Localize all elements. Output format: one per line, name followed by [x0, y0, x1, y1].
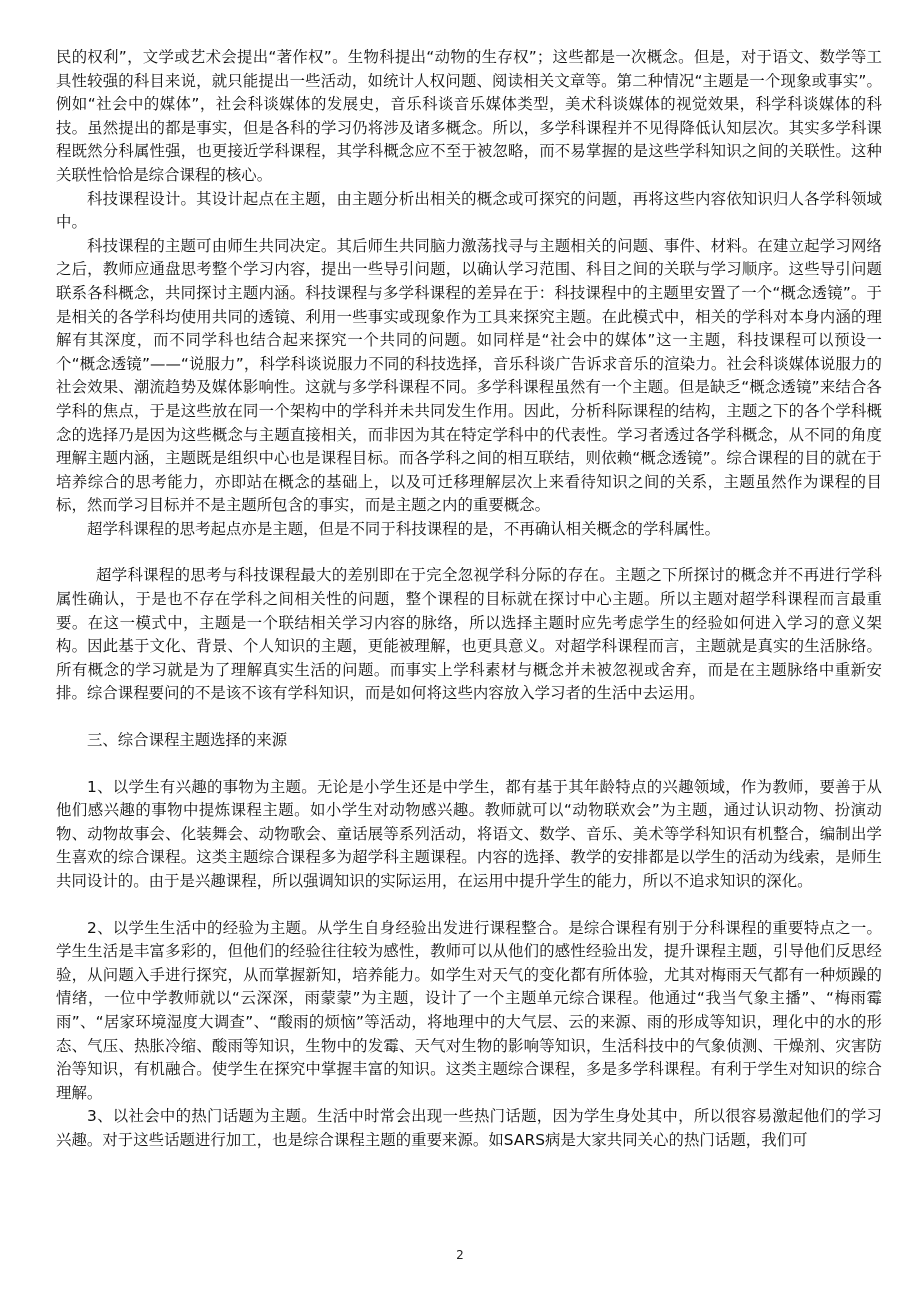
paragraph-spacer [56, 894, 882, 917]
page-number: 2 [456, 1248, 464, 1262]
section-heading: 三、综合课程主题选择的来源 [87, 731, 288, 750]
list-item-interest-topic: 1、以学生有兴趣的事物为主题。无论是小学生还是中学生，都有基于其年龄特点的兴趣领域，作为教师，要善于从他们感兴趣的事物中提炼课程主题。如小学生对动物感兴趣。教师就可以“动物联欢会”为主题，通过认识动物、扮演动物、动物故事会、化装舞会、动物歌会、童话展等系列活动，将语文、数学、音乐、美术等学科知识有机整合，编制出学生喜欢的综合课程。这类主题综合课程多为超学科主题课程。内容的选择、教学的安排都是以学生的活动为线索，是师生共同设计的。由于是兴趣课程，所以强调知识的实际运用，在运用中提升学生的能力，所以不追求知识的深化。 [56, 777, 882, 890]
paragraph-interdisciplinary-theme: 科技课程的主题可由师生共同决定。其后师生共同脑力激荡找寻与主题相关的问题、事件、材料。在建立起学习网络之后，教师应通盘思考整个学习内容，提出一些导引问题，以确认学习范围、科目之间的关联与学习顺序。这些导引问题联系各科概念，共同探讨主题内涵。科技课程与多学科课程的差异在于：科技课程中的主题里安置了一个“概念透镜”。于是相关的各学科均使用共同的透镜、利用一些事实或现象作为工具来探究主题。在此模式中，相关的学科对本身内涵的理解有其深度，而不同学科也结合起来探究一个共同的问题。如同样是“社会中的媒体”这一主题，科技课程可以预设一个“概念透镜”——“说服力”，科学科谈说服力不同的科技选择，音乐科谈广告诉求音乐的渲染力。社会科谈媒体说服力的社会效果、潮流趋势及媒体影响性。这就与多学科课程不同。多学科课程虽然有一个主题。但是缺乏“概念透镜”来结合各学科的焦点，于是这些放在同一个架构中的学科并未共同发生作用。因此，分析科际课程的结构，主题之下的各个学科概念的选择乃是因为这些概念与主题直接相关，而非因为其在特定学科中的代表性。学习者透过各学科概念，从不同的角度理解主题内涵，主题既是组织中心也是课程目标。而各学科之间的相互联结，则依赖“概念透镜”。综合课程的目的就在于培养综合的思考能力，亦即站在概念的基础上，以及可迁移理解层次上来看待知识之间的关系，主题虽然作为课程的目标，然而学习目标并不是主题所包含的事实，而是主题之内的重要概念。 [56, 236, 882, 515]
paragraph-transdisciplinary: 超学科课程的思考与科技课程最大的差别即在于完全忽视学科分际的存在。主题之下所探讨的概念并不再进行学科属性确认，于是也不存在学科之间相关性的问题，整个课程的目标就在探讨中心主题。所以主题对超学科课程而言最重要。在这一模式中，主题是一个联结相关学习内容的脉络，所以选择主题时应先考虑学生的经验如何进入学习的意义架构。因此基于文化、背景、个人知识的主题，更能被理解，也更具意义。对超学科课程而言，主题就是真实的生活脉络。所有概念的学习就是为了理解真实生活的问题。而事实上学科素材与概念并未被忽视或舍弃，而是在主题脉络中重新安排。综合课程要问的不是该不该有学科知识，而是如何将这些内容放入学习者的生活中去运用。 [56, 566, 882, 703]
list-item-experience-topic: 2、以学生生活中的经验为主题。从学生自身经验出发进行课程整合。是综合课程有别于分科课程的重要特点之一。学生生活是丰富多彩的，但他们的经验往往较为感性，教师可以从他们的感性经验出发，提升课程主题，引导他们反思经验，从问题入手进行探究，从而掌握新知，培养能力。如学生对天气的变化都有所体验，尤其对梅雨天气都有一种烦躁的情绪，一位中学教师就以“云深深，雨蒙蒙”为主题，设计了一个主题单元综合课程。他通过“我当气象主播”、“梅雨霉雨”、“居家环境湿度大调查”、“酸雨的烦恼”等活动，将地理中的大气层、云的来源、雨的形成等知识，理化中的水的形态、气压、热胀冷缩、酸雨等知识，生物中的发霉、天气对生物的影响等知识，生活科技中的气象侦测、干燥剂、灾害防治等知识，有机融合。使学生在探究中掌握丰富的知识。这类主题综合课程，多是多学科课程。有利于学生对知识的综合理解。 [56, 918, 882, 1102]
paragraph-spacer [56, 706, 882, 729]
paragraph-transdisciplinary-start: 超学科课程的思考起点亦是主题，但是不同于科技课程的是，不再确认相关概念的学科属性。 [87, 519, 721, 538]
list-item-hot-topic: 3、以社会中的热门话题为主题。生活中时常会出现一些热门话题，因为学生身处其中，所以很容易激起他们的学习兴趣。对于这些话题进行加工，也是综合课程主题的重要来源。如SARS病是大家共同关心的热门话题，我们可 [56, 1107, 882, 1149]
document-body [56, 46, 882, 1153]
paragraph-spacer [56, 753, 882, 776]
paragraph-interdisciplinary-design: 科技课程设计。其设计起点在主题，由主题分析出相关的概念或可探究的问题，再将这些内容依知识归人各学科领域中。 [56, 189, 882, 232]
paragraph-multidisciplinary-concepts: 民的权利”，文学或艺术会提出“著作权”。生物科提出“动物的生存权”；这些都是一次概念。但是，对于语文、数学等工具性较强的科目来说，就只能提出一些活动，如统计人权问题、阅读相关文章等。第二种情况“主题是一个现象或事实”。例如“社会中的媒体”，社会科谈媒体的发展史，音乐科谈音乐媒体类型，美术科谈媒体的视觉效果，科学科谈媒体的科技。虽然提出的都是事实，但是各科的学习仍将涉及诸多概念。所以，多学科课程并不见得降低认知层次。其实多学科课程既然分科属性强，也更接近学科课程，其学科概念应不至于被忽略，而不易掌握的是这些学科知识之间的关联性。这种关联性恰恰是综合课程的核心。 [56, 48, 882, 184]
paragraph-spacer [56, 541, 882, 564]
